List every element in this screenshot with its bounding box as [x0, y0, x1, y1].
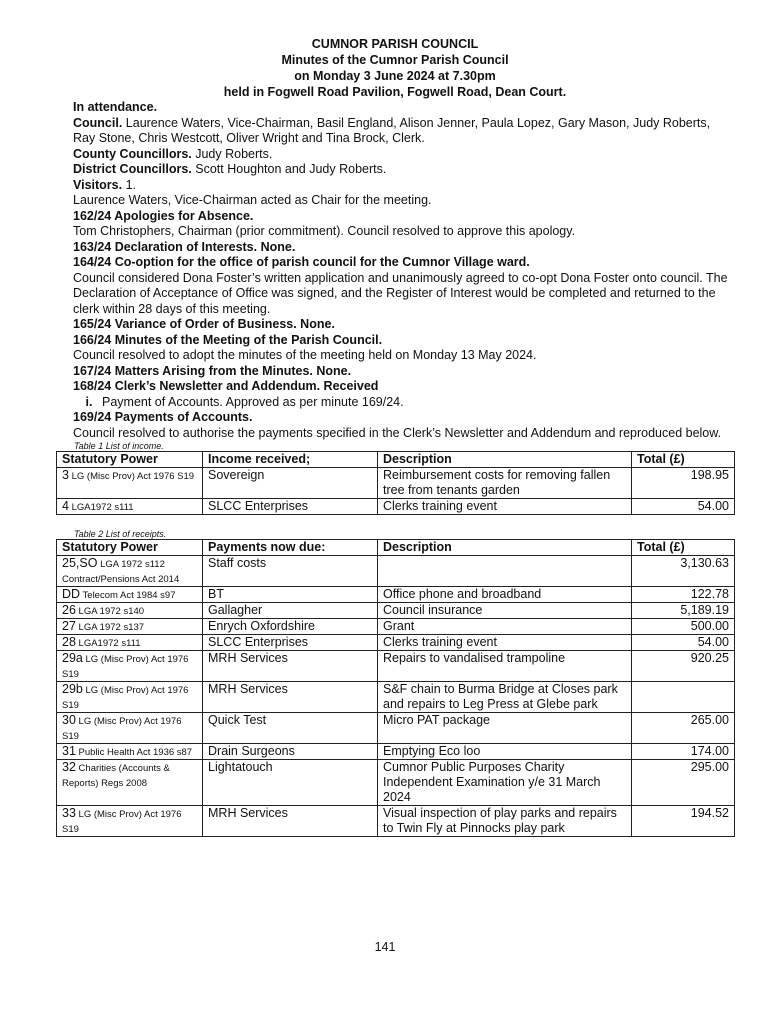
table-row [57, 619, 735, 635]
visitors-count: 1. [122, 177, 137, 192]
power-number: DD [62, 587, 81, 601]
payee-cell: SLCC Enterprises [203, 499, 378, 515]
payee-cell: MRH Services [203, 682, 378, 713]
description-cell: Emptying Eco loo [378, 744, 632, 760]
attendance-visitors [73, 178, 734, 194]
payee-cell: Quick Test [203, 713, 378, 744]
power-number: 25,SO [62, 556, 98, 570]
power-number: 26 [62, 603, 76, 617]
payee-cell: Sovereign [203, 468, 378, 499]
statutory-power-cell [57, 635, 203, 651]
payments-header-total: Total (£) [632, 540, 735, 556]
power-reference: LGA 1972 s112 Contract/Pensions Act 2014 [62, 559, 180, 585]
description-cell: Visual inspection of play parks and repairs to Twin Fly at Pinnocks play park [378, 806, 632, 837]
income-header-power: Statutory Power [57, 452, 203, 468]
attendance-council [73, 116, 734, 147]
power-reference: LGA1972 s111 [75, 638, 141, 649]
table-row [57, 635, 735, 651]
power-number: 33 [62, 806, 76, 820]
power-number: 32 [62, 760, 76, 774]
item-164-title: 164/24 Co-option for the office of parish council for the Cumnor Village ward. [73, 255, 530, 269]
power-reference: LGA 1972 s137 [75, 622, 145, 633]
table-row [57, 587, 735, 603]
payee-cell: Staff costs [203, 556, 378, 587]
payments-header-description: Description [378, 540, 632, 556]
table-row [57, 713, 735, 744]
payee-cell: Enrych Oxfordshire [203, 619, 378, 635]
subitem-text: Payment of Accounts. Approved as per minute 169/24. [102, 394, 404, 409]
description-cell: Micro PAT package [378, 713, 632, 744]
description-cell: Clerks training event [378, 499, 632, 515]
chair-note: Laurence Waters, Vice-Chairman acted as Chair for the meeting. [73, 193, 432, 207]
power-reference: Telecom Act 1984 s97 [80, 590, 176, 601]
attendance-county [73, 147, 734, 163]
payee-cell: MRH Services [203, 651, 378, 682]
total-cell: 5,189.19 [632, 603, 735, 619]
description-cell: S&F chain to Burma Bridge at Closes park and repairs to Leg Press at Glebe park [378, 682, 632, 713]
power-number: 28 [62, 635, 76, 649]
page-number: 141 [374, 940, 396, 954]
total-cell: 194.52 [632, 806, 735, 837]
statutory-power-cell [57, 603, 203, 619]
description-cell: Grant [378, 619, 632, 635]
income-header-payee: Income received; [203, 452, 378, 468]
payments-header-payee: Payments now due: [203, 540, 378, 556]
table-row [57, 499, 735, 515]
statutory-power-cell [57, 713, 203, 744]
attendance-heading: In attendance. [73, 100, 158, 114]
power-reference: LGA 1972 s140 [75, 606, 145, 617]
table-row [57, 806, 735, 837]
total-cell: 265.00 [632, 713, 735, 744]
power-number: 4 [62, 499, 69, 513]
table-row [57, 651, 735, 682]
total-cell: 3,130.63 [632, 556, 735, 587]
power-number: 30 [62, 713, 76, 727]
income-header-total: Total (£) [632, 452, 735, 468]
county-members: Judy Roberts. [191, 146, 273, 161]
table-row [57, 682, 735, 713]
payee-cell: Drain Surgeons [203, 744, 378, 760]
payments-table-caption: Table 2 List of receipts. [74, 529, 167, 539]
power-reference: LG (Misc Prov) Act 1976 S19 [62, 809, 182, 835]
item-167-title: 167/24 Matters Arising from the Minutes. None. [73, 363, 352, 378]
power-reference: LG (Misc Prov) Act 1976 S19 [62, 685, 189, 711]
total-cell: 174.00 [632, 744, 735, 760]
power-reference: Public Health Act 1936 s87 [75, 747, 193, 758]
power-reference: LG (Misc Prov) Act 1976 S19 [68, 471, 195, 482]
payments-header-row [57, 540, 735, 556]
description-cell: Repairs to vandalised trampoline [378, 651, 632, 682]
description-cell: Reimbursement costs for removing fallen tree from tenants garden [378, 468, 632, 499]
council-members: Laurence Waters, Vice-Chairman, Basil England, Alison Jenner, Paula Lopez, Gary Mason, Judy Roberts, Ray Stone, Chris Westcott, Oliver Wright and Tina Brock, Clerk. [73, 115, 711, 145]
attendance-district [73, 162, 734, 178]
minutes-page [56, 36, 734, 837]
table-row [57, 760, 735, 806]
statutory-power-cell [57, 556, 203, 587]
power-reference: LGA1972 s111 [68, 502, 134, 513]
power-reference: LG (Misc Prov) Act 1976 S19 [62, 716, 182, 742]
total-cell: 54.00 [632, 635, 735, 651]
payee-cell: Gallagher [203, 603, 378, 619]
total-cell: 500.00 [632, 619, 735, 635]
payee-cell: BT [203, 587, 378, 603]
table-row [57, 603, 735, 619]
county-label: County Councillors. [73, 146, 192, 161]
table-row [57, 744, 735, 760]
item-162-title: 162/24 Apologies for Absence. [73, 208, 254, 223]
income-header-row [57, 452, 735, 468]
item-162-text: Tom Christophers, Chairman (prior commitment). Council resolved to approve this apology. [73, 224, 576, 238]
visitors-label: Visitors. [73, 177, 123, 192]
description-cell [378, 556, 632, 587]
statutory-power-cell [57, 587, 203, 603]
statutory-power-cell [57, 744, 203, 760]
power-number: 31 [62, 744, 76, 758]
item-165-title: 165/24 Variance of Order of Business. None. [73, 317, 335, 331]
payments-header-power: Statutory Power [57, 540, 203, 556]
total-cell: 198.95 [632, 468, 735, 499]
statutory-power-cell [57, 619, 203, 635]
statutory-power-cell [57, 760, 203, 806]
power-number: 27 [62, 619, 76, 633]
table-row [57, 556, 735, 587]
income-table [56, 451, 735, 515]
meeting-venue: held in Fogwell Road Pavilion, Fogwell Road, Dean Court. [223, 85, 567, 99]
description-cell: Clerks training event [378, 635, 632, 651]
payments-table [56, 539, 735, 837]
income-table-caption: Table 1 List of income. [74, 441, 164, 451]
district-label: District Councillors. [73, 162, 192, 176]
power-number: 3 [62, 468, 69, 482]
item-168-subitem [76, 395, 734, 411]
power-reference: Charities (Accounts & Reports) Regs 2008 [62, 763, 170, 789]
statutory-power-cell [57, 651, 203, 682]
total-cell [632, 682, 735, 713]
table-row [57, 468, 735, 499]
statutory-power-cell [57, 682, 203, 713]
description-cell: Office phone and broadband [378, 587, 632, 603]
council-name: CUMNOR PARISH COUNCIL [311, 37, 479, 51]
item-164-text: Council considered Dona Foster’s written application and unanimously agreed to co-opt Dona Foster onto council. The Declaration of Acceptance of Office was signed, and the Register of Interest would be completed and returned to the clerk within 28 days of this meeting. [73, 270, 728, 316]
subitem-number: i. [85, 394, 93, 409]
statutory-power-cell [57, 806, 203, 837]
item-169-title: 169/24 Payments of Accounts. [73, 410, 253, 424]
payee-cell: Lightatouch [203, 760, 378, 806]
total-cell: 295.00 [632, 760, 735, 806]
item-166-title: 166/24 Minutes of the Meeting of the Parish Council. [73, 332, 383, 347]
power-reference: LG (Misc Prov) Act 1976 S19 [62, 654, 189, 680]
item-163-title: 163/24 Declaration of Interests. None. [73, 239, 296, 254]
description-cell: Council insurance [378, 603, 632, 619]
power-number: 29a [62, 651, 83, 665]
total-cell: 122.78 [632, 587, 735, 603]
income-header-description: Description [378, 452, 632, 468]
district-members: Scott Houghton and Judy Roberts. [191, 162, 387, 176]
payee-cell: SLCC Enterprises [203, 635, 378, 651]
council-label: Council. [73, 115, 123, 130]
total-cell: 920.25 [632, 651, 735, 682]
statutory-power-cell [57, 468, 203, 499]
power-number: 29b [62, 682, 83, 696]
minutes-title: Minutes of the Cumnor Parish Council [281, 53, 509, 67]
meeting-date: on Monday 3 June 2024 at 7.30pm [294, 69, 496, 83]
statutory-power-cell [57, 499, 203, 515]
item-168-title: 168/24 Clerk’s Newsletter and Addendum. Received [73, 379, 379, 393]
payee-cell: MRH Services [203, 806, 378, 837]
item-166-text: Council resolved to adopt the minutes of the meeting held on Monday 13 May 2024. [73, 348, 537, 362]
item-169-text: Council resolved to authorise the payments specified in the Clerk’s Newsletter and Addendum and reproduced below. [73, 425, 722, 440]
total-cell: 54.00 [632, 499, 735, 515]
description-cell: Cumnor Public Purposes Charity Independent Examination y/e 31 March 2024 [378, 760, 632, 806]
